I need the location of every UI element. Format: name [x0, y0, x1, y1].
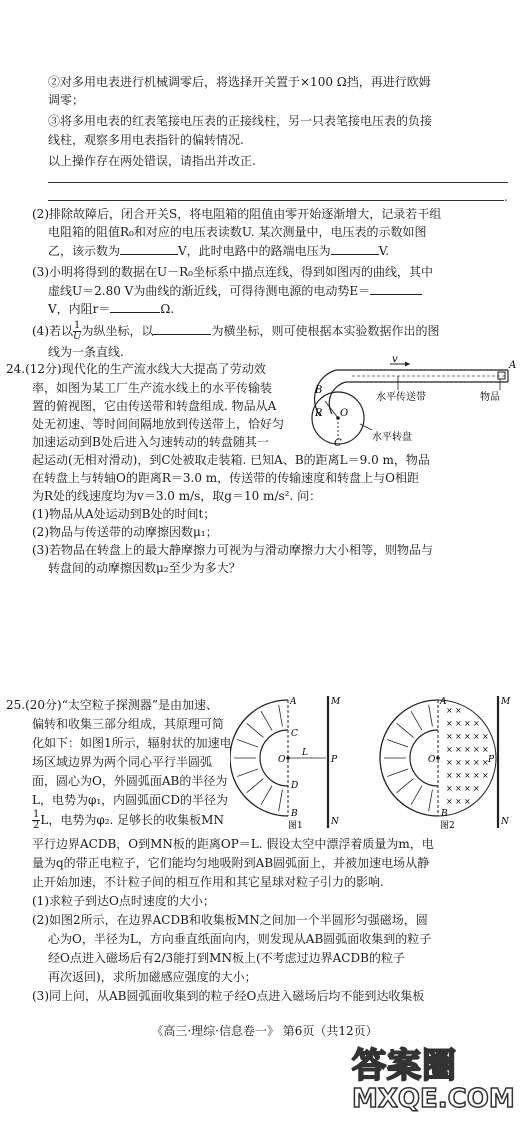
q23-part3-line2	[48, 282, 422, 299]
field-cross: ×	[482, 732, 489, 741]
q23-part4-line2: 线为一条直线.	[48, 345, 124, 359]
q23-part4-text-b: 为纵坐标，以	[81, 324, 154, 338]
fraction-denominator: 2	[33, 820, 40, 831]
field-line	[387, 769, 408, 777]
q25-line11: (1)求粒子到达O点时速度的大小；	[32, 894, 215, 908]
fraction-numerator: 1	[33, 809, 40, 820]
q25-line9: 量为q的带正电粒子，它们能均匀地吸附到AB圆弧面上，并被加速电场从静	[32, 856, 430, 870]
field-line	[279, 790, 283, 812]
blank-x-axis[interactable]	[153, 322, 211, 335]
field-cross: ×	[455, 745, 462, 754]
fraction-denominator: U	[73, 331, 82, 342]
field-line	[429, 790, 433, 812]
field-cross: ×	[455, 719, 462, 728]
field-cross: ×	[482, 771, 489, 780]
q25-line14: 经O点进入磁场后有2/3能打到MN板上(不考虑过边界ACDB的粒子	[48, 951, 405, 965]
field-line	[261, 786, 272, 805]
label-b: B	[315, 385, 323, 396]
q25-line10: 止开始加速，不计粒子间的相互作用和其它星球对粒子引力的影响.	[32, 875, 384, 889]
field-cross: ×	[464, 758, 471, 767]
field-cross: ×	[464, 719, 471, 728]
q24-line5: 加速运动到B处后进入匀速转动的转盘随其一	[32, 435, 269, 449]
f1-label-d: D	[291, 781, 299, 791]
q23-part2-line3	[48, 242, 389, 259]
field-cross: ×	[455, 771, 462, 780]
q23-step2-line1: ②对多用电表进行机械调零后，将选择开关置于×100 Ω挡，再进行欧姆	[48, 75, 431, 89]
q25-line5: 面，圆心为O，外圆弧面AB的半径为	[32, 774, 228, 788]
label-a: A	[509, 360, 517, 371]
f2-caption: 图2	[440, 821, 455, 831]
field-cross: ×	[446, 771, 453, 780]
field-cross: ×	[482, 758, 489, 767]
f1-label-a: A	[290, 697, 297, 707]
particle-detector-figures	[230, 692, 522, 832]
field-line	[387, 740, 408, 748]
label-v: v	[392, 356, 398, 365]
q25-line1: 25.(20分)“太空粒子探测器”是由加速、	[6, 698, 218, 712]
q23-part3-text-a: 虚线U＝2.80 V为曲线的渐近线，可得待测电源的电动势E＝	[48, 284, 371, 298]
q25-line16: (3)同上问，从AB圆弧面收集到的粒子经O点进入磁场后均不能到达收集板	[32, 989, 425, 1003]
blank-emf[interactable]	[370, 282, 422, 295]
q23-part3-text-c: Ω.	[160, 302, 175, 316]
field-cross: ×	[464, 771, 471, 780]
field-line	[397, 723, 414, 737]
f2-label-m: M	[501, 697, 511, 707]
watermark-bottom: MXQE.COM	[352, 1084, 515, 1114]
q25-line6: L，电势为φ₁，内圆弧面CD的半径为	[32, 793, 228, 807]
q23-part2-text-c: V.	[378, 244, 390, 258]
field-cross: ×	[446, 706, 453, 715]
field-line	[397, 779, 414, 793]
q23-part2-line2: 电阻箱的阻值R₀和对应的电压表读数U. 某次测量中，电压表的示数如图	[48, 225, 427, 239]
conveyor-turntable-figure	[290, 356, 520, 448]
field-cross: ×	[473, 732, 480, 741]
q25-line4: 场区域边界为两个同心平行半圆弧	[32, 755, 213, 769]
field-cross: ×	[464, 784, 471, 793]
page-footer: 《高三·理综·信息卷一》 第6页（共12页）	[151, 1024, 378, 1038]
field-cross: ×	[473, 784, 480, 793]
q23-step3-line1: ③将多用电表的红表笔接电压表的正接线柱，另一只表笔接电压表的负接	[48, 114, 433, 128]
field-cross: ×	[473, 758, 480, 767]
field-cross: ×	[446, 784, 453, 793]
field-cross: ×	[446, 758, 453, 767]
field-line	[279, 705, 283, 727]
q25-line15: 再次返回)，求所加磁感应强度的大小；	[48, 970, 257, 984]
q24-line2: 率，如图为某工厂生产流水线上的水平传输装	[32, 381, 273, 395]
q25-line7	[32, 808, 224, 832]
field-cross: ×	[455, 706, 462, 715]
f2-label-a: A	[440, 697, 447, 707]
q23-step3-line2: 线柱，观察多用电表指针的偏转情况.	[48, 133, 244, 147]
watermark-top: 答案圈	[352, 1046, 457, 1086]
answer-line-dot: .	[504, 190, 508, 204]
field-cross: ×	[446, 732, 453, 741]
blank-terminal-voltage[interactable]	[331, 242, 379, 255]
blank-internal-resistance[interactable]	[110, 300, 160, 313]
field-cross: ×	[455, 758, 462, 767]
label-o: O	[340, 408, 349, 419]
field-cross: ×	[455, 732, 462, 741]
q23-part2-text-a: 乙，该示数为	[48, 244, 121, 258]
q24-line3: 置的俯视图，它由传送带和转盘组成. 物品从A	[32, 399, 277, 413]
q23-part3-text-b: V，内阻r＝	[48, 302, 111, 316]
f1-label-n: N	[331, 817, 339, 827]
field-line	[411, 786, 422, 805]
fraction-numerator: 1	[74, 320, 81, 331]
label-c: C	[334, 438, 342, 448]
field-cross: ×	[464, 797, 471, 806]
label-turntable: 水平转盘	[372, 432, 412, 443]
q25-line2: 偏转和收集三部分组成，其原理可简	[32, 717, 225, 731]
field-line	[247, 779, 264, 793]
field-cross: ×	[455, 797, 462, 806]
q23-part4-text-c: 为横坐标，则可使根据本实验数据作出的图	[211, 324, 440, 338]
f1-caption: 图1	[288, 821, 303, 831]
q24-line9: (1)物品从A处运动到B处的时间t；	[32, 507, 216, 521]
field-line	[261, 711, 272, 730]
f2-label-p: P	[488, 755, 495, 765]
q25-line8: 平行边界ACDB，O到MN板的距离OP＝L. 假设太空中漂浮着质量为m，电	[32, 837, 434, 851]
f2-label-b: B	[441, 809, 448, 819]
f2-label-n: N	[501, 817, 509, 827]
blank-voltmeter-reading[interactable]	[120, 242, 178, 255]
field-cross: ×	[473, 745, 480, 754]
field-cross: ×	[482, 745, 489, 754]
f1-label-c: C	[291, 729, 298, 739]
q23-part3-line3	[48, 300, 174, 317]
q24-line1: 24.(12分)现代化的生产流水线大大提高了劳动效	[6, 362, 266, 376]
q25-line13: 心为O，半径为L，方向垂直纸面向内，则发现从AB圆弧面收集到的粒子	[48, 932, 432, 946]
field-line	[237, 769, 258, 777]
q23-part3-line1: (3)小明将得到的数据在U－R₀坐标系中描点连线，得到如图丙的曲线，其中	[32, 265, 433, 279]
q23-error-prompt: 以上操作存在两处错误，请指出并改正.	[48, 154, 256, 168]
q24-line7: 在转盘上与转轴O的距离R＝3.0 m，传送带的传输速度和转盘上与O相距	[32, 471, 419, 485]
figure-2	[380, 696, 511, 831]
field-line	[237, 740, 258, 748]
field-cross: ×	[446, 745, 453, 754]
q24-line8: 为R处的线速度均为v＝3.0 m/s，取g＝10 m/s². 问：	[32, 489, 322, 503]
q23-part4-text-a: (4)若以	[32, 324, 73, 338]
label-item: 物品	[480, 392, 500, 403]
q24-line11: (3)若物品在转盘上的最大静摩擦力可视为与滑动摩擦力大小相等，则物品与	[32, 543, 434, 557]
q25-line7-text: L，电势为φ₂. 足够长的收集板MN	[40, 813, 224, 827]
answer-line-2	[48, 200, 504, 201]
field-cross: ×	[464, 745, 471, 754]
field-line	[247, 723, 264, 737]
q23-step2-line2: 调零；	[48, 93, 85, 107]
q24-line12: 转盘间的动摩擦因数μ₂至少为多大？	[48, 561, 241, 575]
q24-line10: (2)物品与传送带的动摩擦因数μ₁；	[32, 525, 218, 539]
answer-line-1	[48, 182, 508, 183]
q24-line4: 处无初速、等时间间隔地放到传送带上，恰好匀	[32, 417, 285, 431]
field-cross: ×	[455, 784, 462, 793]
field-cross: ×	[473, 771, 480, 780]
field-cross: ×	[464, 732, 471, 741]
f1-label-o: O	[278, 755, 286, 765]
f1-label-b: B	[291, 809, 298, 819]
q25-line3: 化如下：如图1所示，辐射状的加速电	[32, 736, 232, 750]
field-line	[429, 705, 433, 727]
f2-label-o: O	[428, 755, 436, 765]
f1-label-p: P	[331, 755, 338, 765]
f1-label-m: M	[331, 697, 341, 707]
q23-part4-line1	[32, 320, 439, 342]
field-cross: ×	[446, 797, 453, 806]
figure-1	[230, 696, 341, 831]
watermark-logo	[352, 1048, 522, 1118]
q24-line6: 起运动(无相对滑动)，到C处被取走装箱. 已知A、B的距离L＝9.0 m，物品	[32, 453, 430, 467]
q23-part2-text-b: V，此时电路中的路端电压为	[178, 244, 331, 258]
field-line	[411, 711, 422, 730]
label-r: R	[315, 408, 323, 419]
field-cross: ×	[473, 719, 480, 728]
label-belt: 水平传送带	[376, 392, 426, 403]
f1-label-l: L	[302, 748, 308, 758]
q23-part2-line1: (2)排除故障后，闭合开关S，将电阻箱的阻值由零开始逐渐增大，记录若干组	[32, 207, 442, 221]
q25-line12: (2)如图2所示，在边界ACDB和收集板MN之间加一个半圆形匀强磁场，圆	[32, 913, 428, 927]
field-cross: ×	[446, 719, 453, 728]
